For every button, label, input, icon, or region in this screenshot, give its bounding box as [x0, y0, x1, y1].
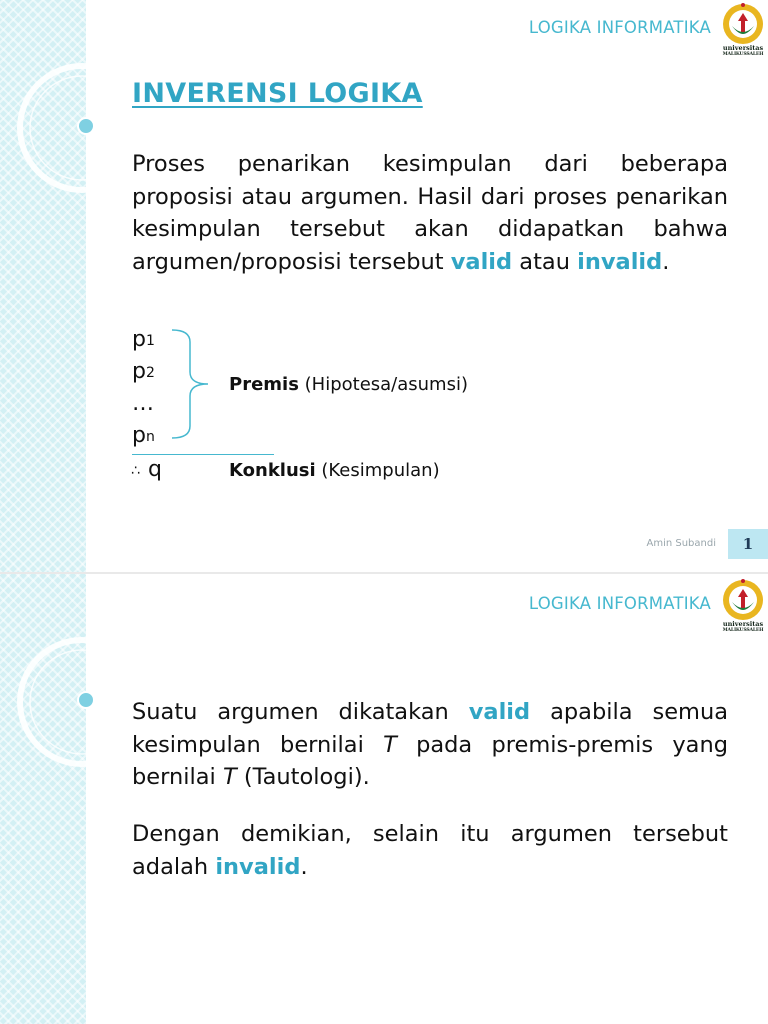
author-name: Amin Subandi — [646, 538, 716, 549]
logo-caption: universitas — [722, 44, 764, 52]
premis-label: Premis — [229, 374, 299, 395]
slide-title: INVERENSI LOGIKA — [132, 78, 423, 109]
keyword-invalid: invalid — [215, 853, 301, 880]
keyword-valid: valid — [450, 248, 513, 275]
university-logo — [718, 2, 768, 60]
page-number: 1 — [728, 529, 768, 559]
premise-1: $p_1$ — [132, 327, 155, 352]
truth-value-t: T — [222, 764, 237, 790]
course-header: LOGIKA INFORMATIKA — [528, 594, 711, 613]
keyword-valid: valid — [468, 699, 531, 725]
konklusi-description — [229, 460, 440, 481]
premis-description — [229, 374, 468, 395]
decorative-circles-icon — [0, 0, 140, 230]
university-logo — [718, 578, 768, 636]
validity-paragraph: Suatu argumen dikatakan valid apabila semua kesimpulan bernilai T pada premis-premis yang bernilai T (Tautologi). — [132, 699, 729, 790]
truth-value-t: T — [383, 731, 397, 758]
therefore-symbol: ∴ — [131, 463, 140, 479]
conclusion-q: q — [148, 457, 162, 482]
konklusi-detail: (Kesimpulan) — [315, 460, 440, 481]
right-brace-icon — [170, 328, 216, 442]
premise-2: $p_2$ — [132, 359, 155, 384]
slide-2 — [0, 574, 768, 1024]
university-crest-icon — [718, 2, 768, 46]
logo-subcaption: MALIKUSSALEH — [722, 628, 764, 633]
conclusion-divider-line — [132, 454, 274, 455]
decorative-circles-icon — [0, 574, 140, 804]
course-header: LOGIKA INFORMATIKA — [528, 18, 711, 37]
logo-caption: universitas — [722, 620, 764, 628]
konklusi-label: Konklusi — [229, 460, 316, 481]
logo-subcaption: MALIKUSSALEH — [722, 52, 764, 57]
paragraph-text-mid: atau — [512, 248, 578, 275]
premise-n: $p_n$ — [132, 423, 155, 448]
premis-detail: (Hipotesa/asumsi) — [298, 374, 468, 395]
premise-ellipsis: … — [132, 391, 154, 416]
paragraph-text: Proses penarikan kesimpulan dari beberapa proposisi atau argumen. Hasil dari proses penarikan kesimpulan tersebut akan didapatkan bahwa argumen/proposisi tersebut — [132, 151, 728, 275]
keyword-invalid: invalid — [577, 248, 663, 275]
definition-paragraph — [132, 148, 728, 278]
university-crest-icon — [718, 578, 768, 622]
paragraph-text-end: . — [662, 248, 670, 275]
invalid-paragraph: Dengan demikian, selain itu argumen tersebut adalah invalid. — [132, 821, 728, 880]
